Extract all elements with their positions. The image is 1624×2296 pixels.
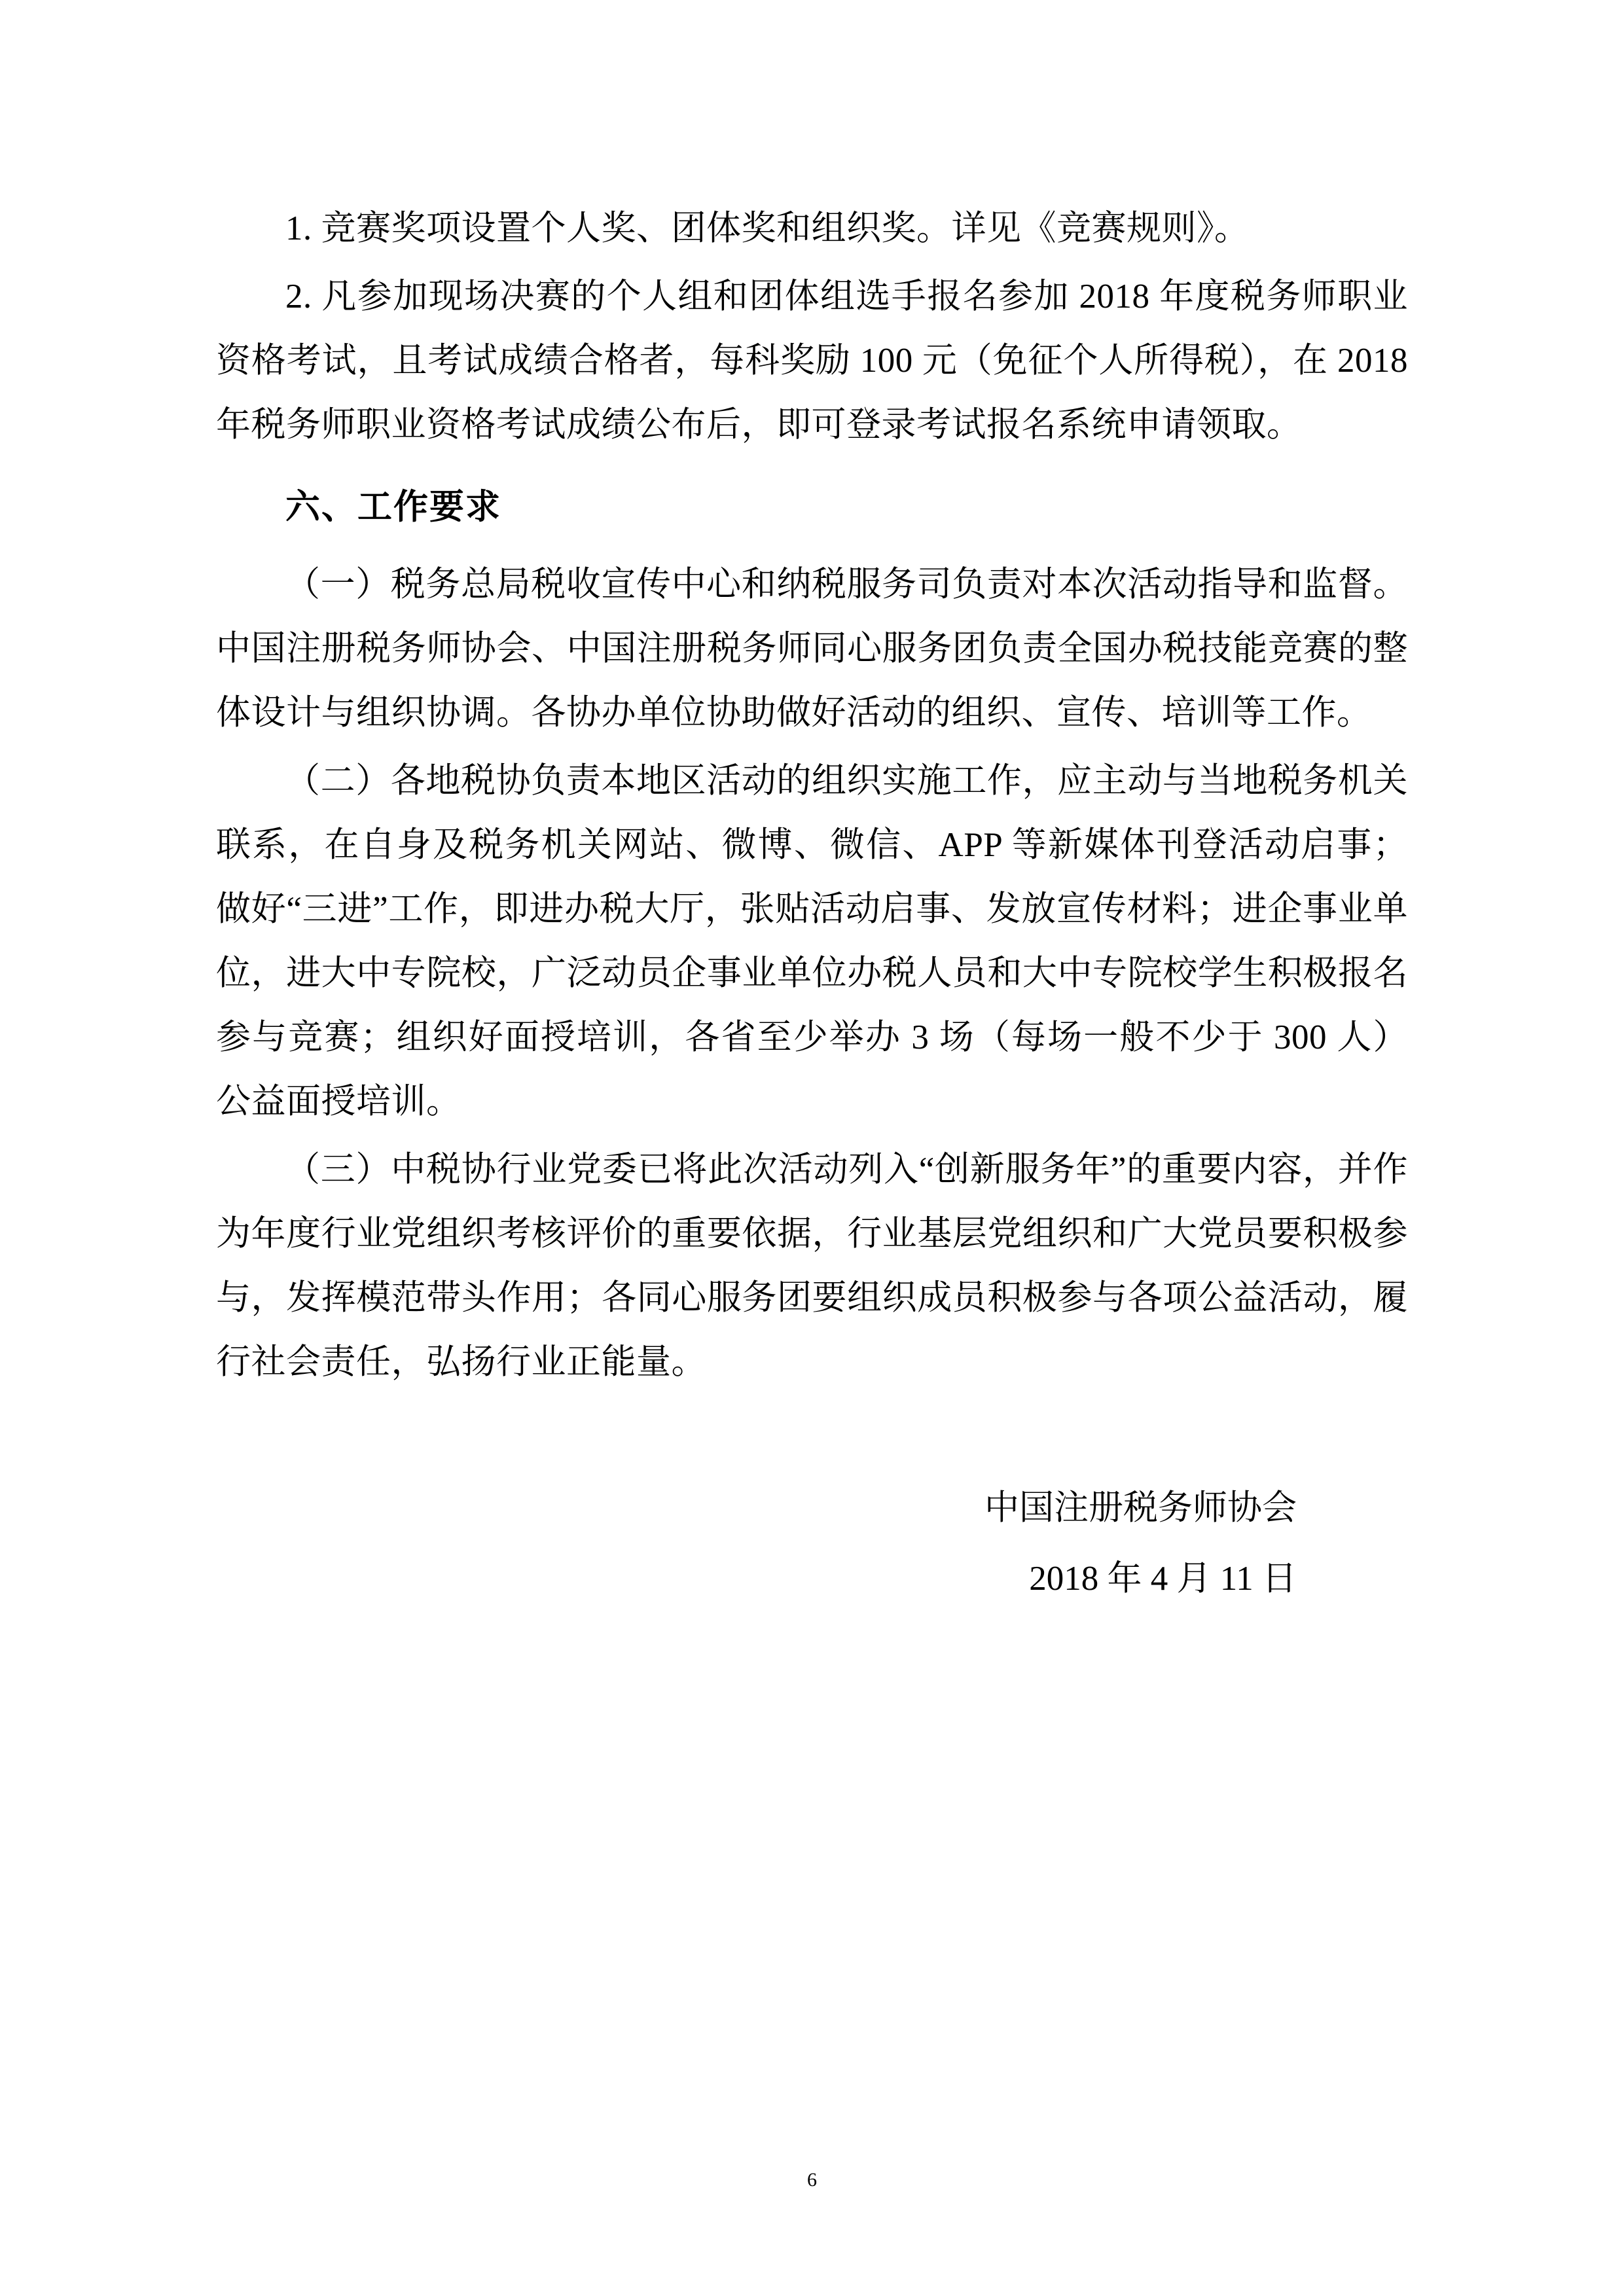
page-number: 6 (807, 2169, 817, 2191)
paragraph-award-items: 1. 竞赛奖项设置个人奖、团体奖和组织奖。详见《竞赛规则》。 (285, 209, 1250, 247)
paragraph-requirement-two: （二）各地税协负责本地区活动的组织实施工作，应主动与当地税务机关联系，在自身及税务机关网站、微博、微信、APP 等新媒体刊登活动启事；做好“三进”工作，即进办税大厅，张贴活动启事、发放宣传材料；进企事业单位，进大中专院校，广泛动员企事业单位办税人员和大中专院校学生积极报名参与竞赛；组织好面授培训，各省至少举办 3 场（每场一般不少于 300 人）公益面授培训。 (216, 762, 1408, 1121)
signature-block (216, 1473, 1408, 1614)
paragraph-requirement-one: （一）税务总局税收宣传中心和纳税服务司负责对本次活动指导和监督。中国注册税务师协会、中国注册税务师同心服务团负责全国办税技能竞赛的整体设计与组织协调。各协办单位协助做好活动的组织、宣传、培训等工作。 (216, 565, 1408, 732)
signature-organization: 中国注册税务师协会 (984, 1489, 1297, 1527)
section-heading-work-requirements: 六、工作要求 (285, 487, 501, 527)
paragraph-requirement-three: （三）中税协行业党委已将此次活动列入“创新服务年”的重要内容，并作为年度行业党组织考核评价的重要依据，行业基层党组织和广大党员要积极参与，发挥模范带头作用；各同心服务团要组织成员积极参与各项公益活动，履行社会责任，弘扬行业正能量。 (216, 1151, 1408, 1381)
signature-date: 2018 年 4 月 11 日 (1029, 1560, 1297, 1598)
paragraph-exam-reward: 2. 凡参加现场决赛的个人组和团体组选手报名参加 2018 年度税务师职业资格考试，且考试成绩合格者，每科奖励 100 元（免征个人所得税），在 2018 年税务师职业资格考试成绩公布后，即可登录考试报名系统申请领取。 (216, 278, 1408, 444)
